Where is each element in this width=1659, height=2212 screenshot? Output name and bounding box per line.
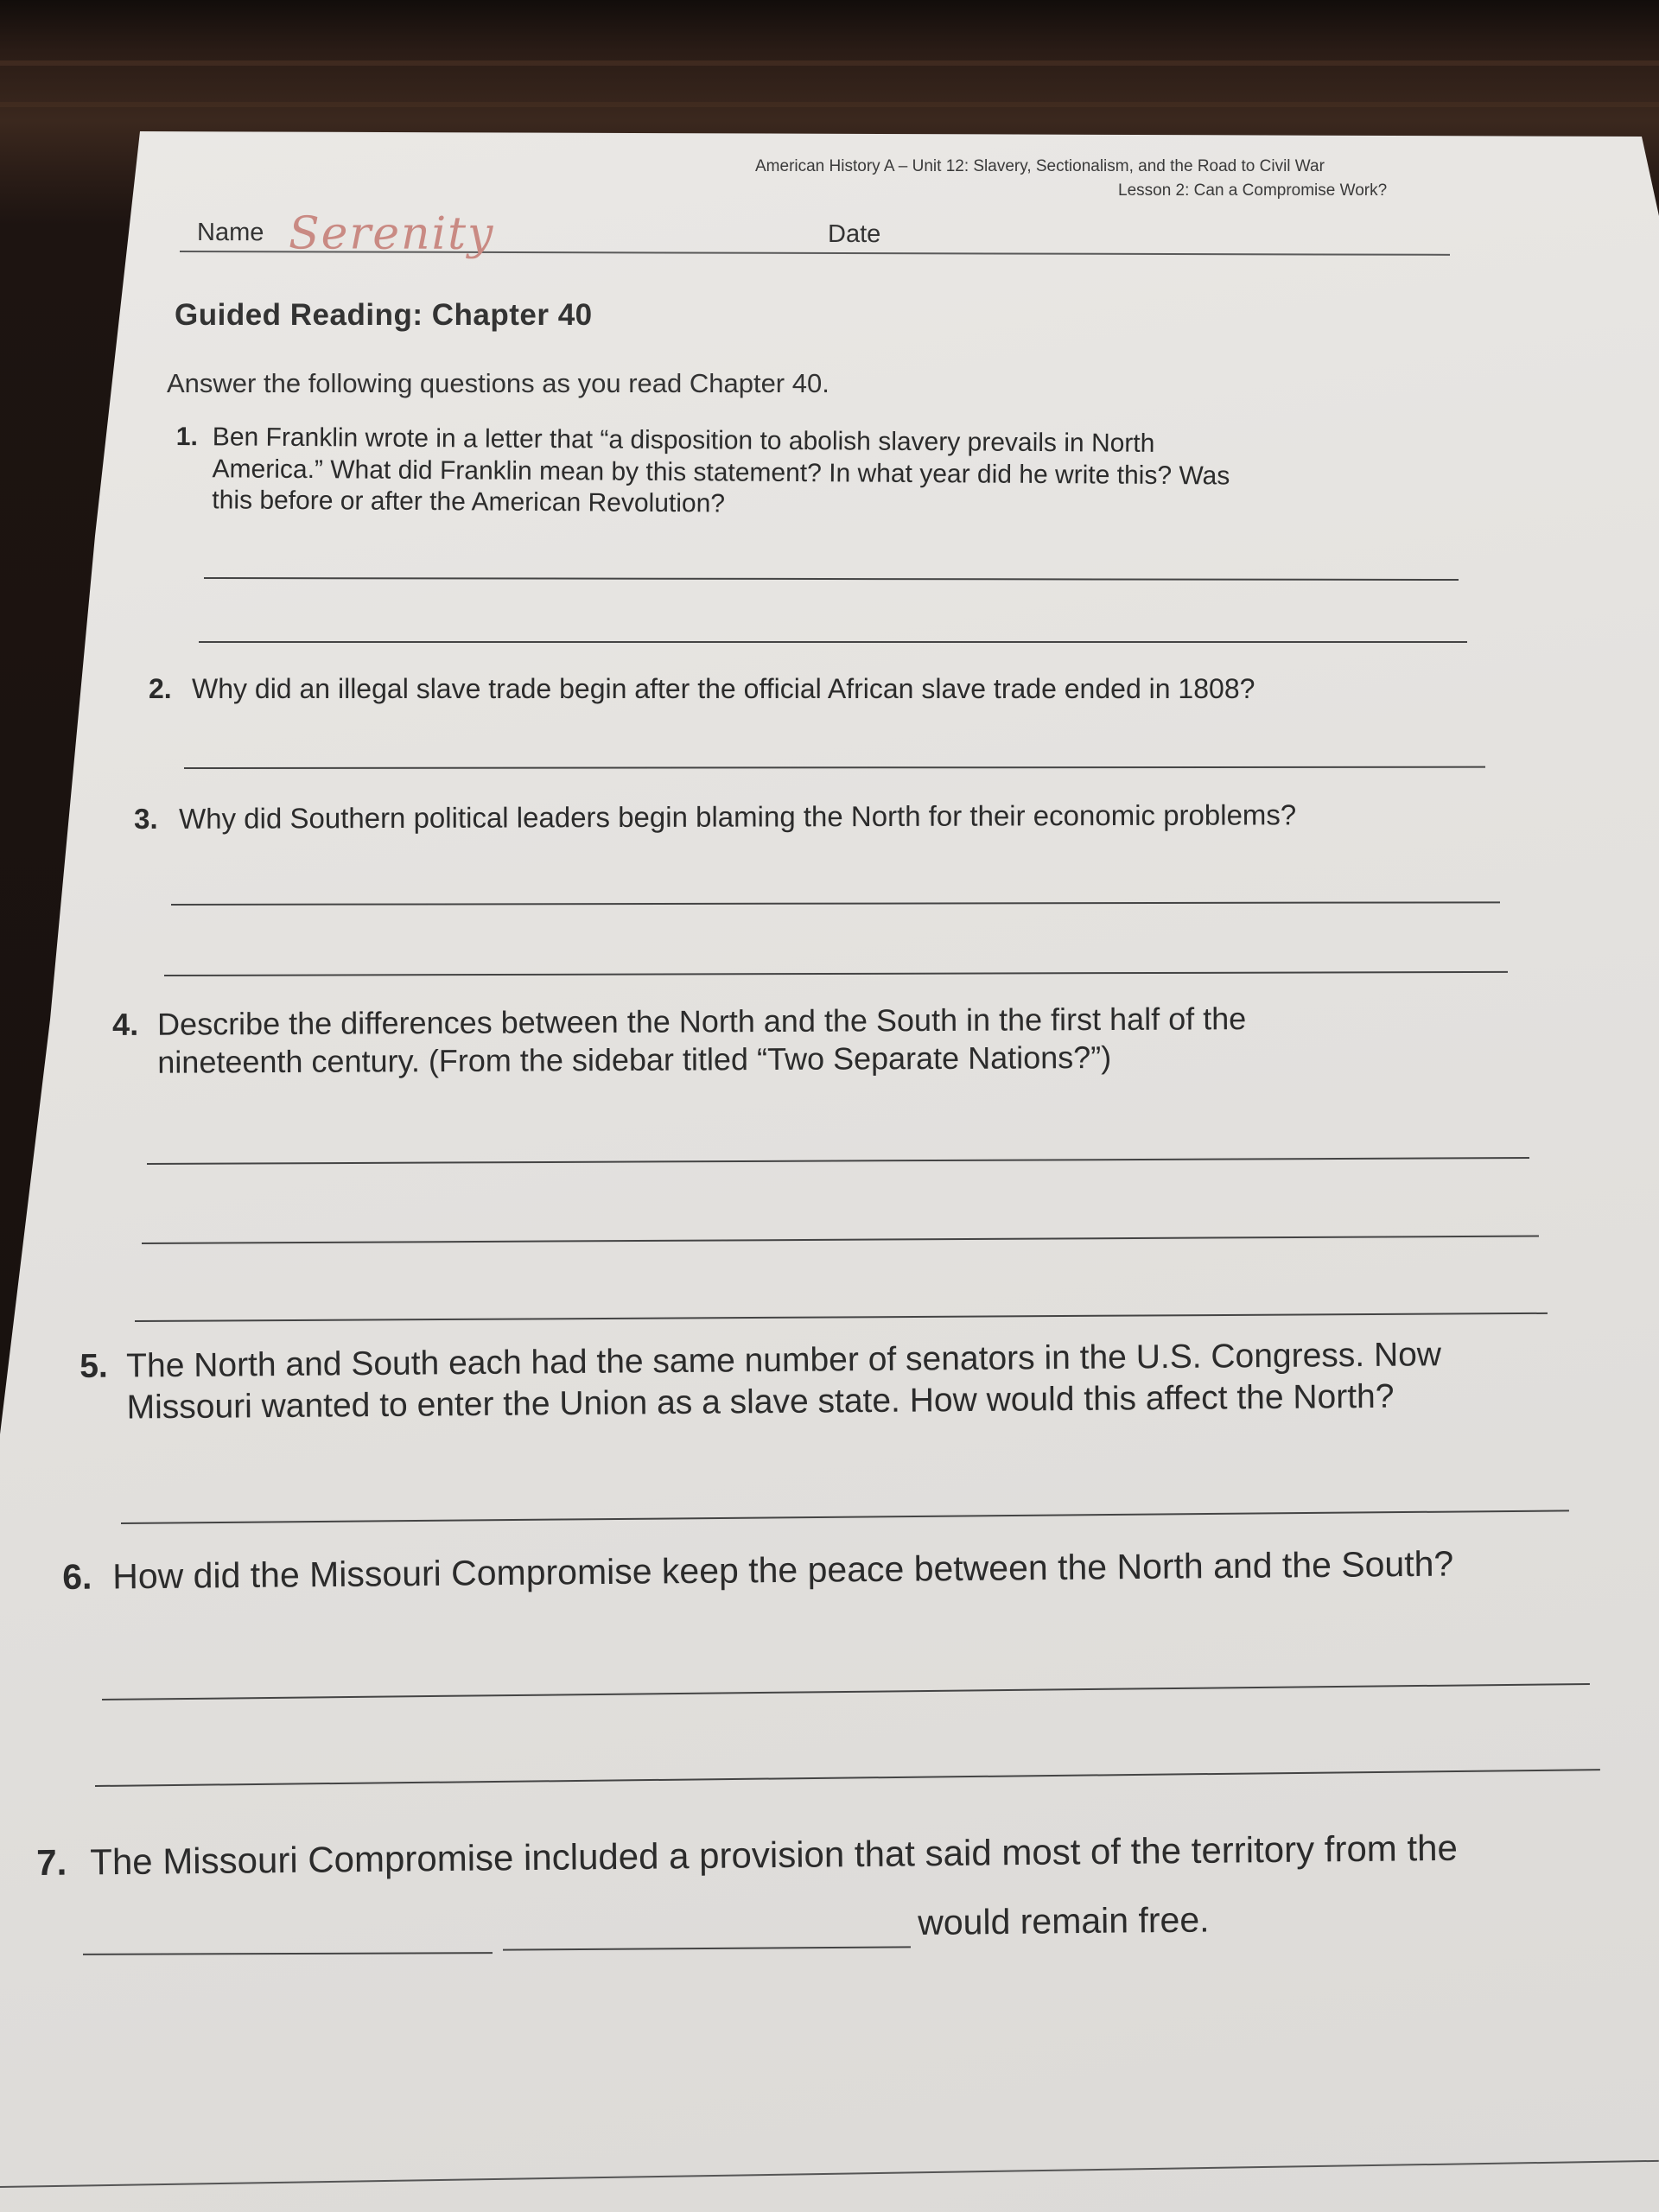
course-header: American History A – Unit 12: Slavery, Sectionalism, and the Road to Civil War: [755, 157, 1325, 175]
question-text-line: The North and South each had the same number of senators in the U.S. Congress. Now: [126, 1336, 1442, 1385]
date-label: Date: [828, 219, 881, 249]
question-1: [175, 422, 1490, 525]
question-text-line: this before or after the American Revolution?: [212, 486, 726, 518]
question-text-line: The Missouri Compromise included a provision that said most of the territory from the: [90, 1827, 1459, 1883]
answer-line[interactable]: [171, 901, 1500, 906]
answer-line[interactable]: [164, 971, 1508, 976]
question-6: [62, 1541, 1600, 1599]
answer-line[interactable]: [95, 1769, 1600, 1787]
question-number: 5.: [79, 1347, 108, 1385]
question-text-line: Missouri wanted to enter the Union as a slave state. How would this affect the North?: [126, 1377, 1395, 1427]
answer-line[interactable]: [204, 577, 1459, 581]
question-text-line: America.” What did Franklin mean by this statement? In what year did he write this? Was: [212, 454, 1230, 491]
question-number: 2.: [149, 673, 172, 704]
lesson-header: Lesson 2: Can a Compromise Work?: [1118, 181, 1388, 200]
answer-line[interactable]: [199, 641, 1467, 643]
answer-line[interactable]: [184, 766, 1485, 769]
question-text-line: Ben Franklin wrote in a letter that “a disposition to abolish slavery prevails in North: [212, 423, 1155, 458]
question-4: [112, 999, 1495, 1082]
fill-in-blank[interactable]: [503, 1946, 911, 1950]
question-7: [36, 1824, 1609, 1885]
question-number: 1.: [175, 422, 199, 452]
answer-line[interactable]: [135, 1313, 1548, 1322]
question-5: [79, 1333, 1584, 1428]
answer-line[interactable]: [147, 1157, 1529, 1165]
question-7-suffix: would remain free.: [918, 1899, 1210, 1942]
name-field[interactable]: Serenity: [288, 207, 495, 260]
question-text-line: nineteenth century. (From the sidebar titled “Two Separate Nations?”): [157, 1039, 1112, 1080]
question-text-line: Describe the differences between the North and the South in the first half of the: [157, 1001, 1247, 1042]
name-date-row: [180, 200, 1450, 260]
question-text-line: Why did Southern political leaders begin blaming the North for their economic problems?: [179, 798, 1297, 835]
answer-line[interactable]: [121, 1510, 1569, 1524]
answer-line[interactable]: [142, 1236, 1539, 1244]
question-number: 4.: [112, 1006, 139, 1042]
page-title: Guided Reading: Chapter 40: [175, 298, 593, 332]
question-number: 7.: [36, 1841, 67, 1883]
instructions: Answer the following questions as you read Chapter 40.: [167, 368, 830, 398]
name-label: Name: [197, 219, 264, 247]
footer-divider: [0, 2160, 1659, 2188]
question-2: [149, 672, 1531, 706]
question-number: 6.: [62, 1556, 92, 1597]
question-number: 3.: [134, 802, 158, 835]
answer-line[interactable]: [102, 1683, 1590, 1700]
question-text-line: Why did an illegal slave trade begin after the official African slave trade ended in 1808?: [192, 673, 1255, 704]
fill-in-blank[interactable]: [83, 1952, 493, 1955]
question-3: [134, 797, 1551, 836]
question-text-line: How did the Missouri Compromise keep the peace between the North and the South?: [112, 1543, 1454, 1597]
